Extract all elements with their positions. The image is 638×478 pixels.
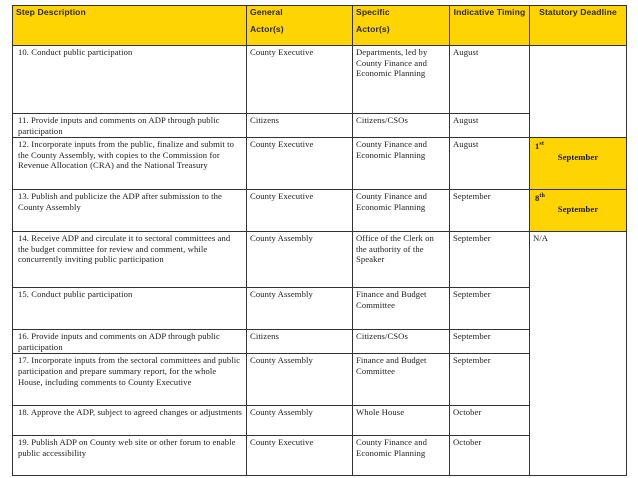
header-general-actors: General Actor(s) bbox=[247, 6, 353, 46]
general-actor-cell: County Assembly bbox=[247, 354, 353, 406]
specific-actor-cell: Whole House bbox=[353, 406, 450, 436]
specific-actor-cell: County Finance and Economic Planning bbox=[353, 190, 450, 232]
timing-cell: September bbox=[450, 354, 530, 406]
step-cell: 16. Provide inputs and comments on ADP through public participation bbox=[13, 330, 247, 354]
adp-schedule-table bbox=[12, 5, 627, 476]
specific-actor-cell: County Finance and Economic Planning bbox=[353, 138, 450, 190]
general-actor-cell: County Assembly bbox=[247, 288, 353, 330]
specific-actor-cell: Citizens/CSOs bbox=[353, 330, 450, 354]
timing-cell: September bbox=[450, 232, 530, 288]
deadline-cell: 8th September bbox=[530, 190, 627, 232]
step-cell: 17. Incorporate inputs from the sectoral committees and public participation and prepare summary report, for the whole House, including comments to County Executive bbox=[13, 354, 247, 406]
specific-actor-cell: Finance and Budget Committee bbox=[353, 354, 450, 406]
header-statutory-deadline: Statutory Deadline bbox=[530, 6, 627, 46]
deadline-cell: 1st September bbox=[530, 138, 627, 190]
header-step-description: Step Description bbox=[13, 6, 247, 46]
timing-cell: August bbox=[450, 138, 530, 190]
deadline-cell bbox=[530, 46, 627, 138]
general-actor-cell: Citizens bbox=[247, 330, 353, 354]
timing-cell: September bbox=[450, 190, 530, 232]
table-header-row bbox=[13, 6, 627, 46]
step-cell: 10. Conduct public participation bbox=[13, 46, 247, 114]
specific-actor-cell: Citizens/CSOs bbox=[353, 114, 450, 138]
step-cell: 11. Provide inputs and comments on ADP through public participation bbox=[13, 114, 247, 138]
table-row bbox=[13, 46, 627, 114]
specific-actor-cell: County Finance and Economic Planning bbox=[353, 436, 450, 476]
table-row bbox=[13, 138, 627, 190]
general-actor-cell: Citizens bbox=[247, 114, 353, 138]
step-cell: 18. Approve the ADP, subject to agreed changes or adjustments bbox=[13, 406, 247, 436]
timing-cell: September bbox=[450, 330, 530, 354]
step-cell: 12. Incorporate inputs from the public, finalize and submit to the County Assembly, with copies to the Commission for Revenue Allocation (CRA) and the National Treasury bbox=[13, 138, 247, 190]
timing-cell: August bbox=[450, 46, 530, 114]
specific-actor-cell: Finance and Budget Committee bbox=[353, 288, 450, 330]
general-actor-cell: County Executive bbox=[247, 46, 353, 114]
specific-actor-cell: Departments, led by County Finance and Economic Planning bbox=[353, 46, 450, 114]
step-cell: 15. Conduct public participation bbox=[13, 288, 247, 330]
timing-cell: August bbox=[450, 114, 530, 138]
table-row bbox=[13, 190, 627, 232]
general-actor-cell: County Executive bbox=[247, 138, 353, 190]
step-cell: 13. Publish and publicize the ADP after submission to the County Assembly bbox=[13, 190, 247, 232]
header-specific-actors: Specific Actor(s) bbox=[353, 6, 450, 46]
general-actor-cell: County Assembly bbox=[247, 406, 353, 436]
deadline-cell: N/A bbox=[530, 232, 627, 476]
header-indicative-timing: Indicative Timing bbox=[450, 6, 530, 46]
timing-cell: September bbox=[450, 288, 530, 330]
table-row bbox=[13, 232, 627, 288]
timing-cell: October bbox=[450, 406, 530, 436]
general-actor-cell: County Executive bbox=[247, 436, 353, 476]
step-cell: 19. Publish ADP on County web site or other forum to enable public accessibility bbox=[13, 436, 247, 476]
general-actor-cell: County Assembly bbox=[247, 232, 353, 288]
general-actor-cell: County Executive bbox=[247, 190, 353, 232]
specific-actor-cell: Office of the Clerk on the authority of the Speaker bbox=[353, 232, 450, 288]
step-cell: 14. Receive ADP and circulate it to sectoral committees and the budget committee for review and comment, while concurrently inviting public participation bbox=[13, 232, 247, 288]
timing-cell: October bbox=[450, 436, 530, 476]
